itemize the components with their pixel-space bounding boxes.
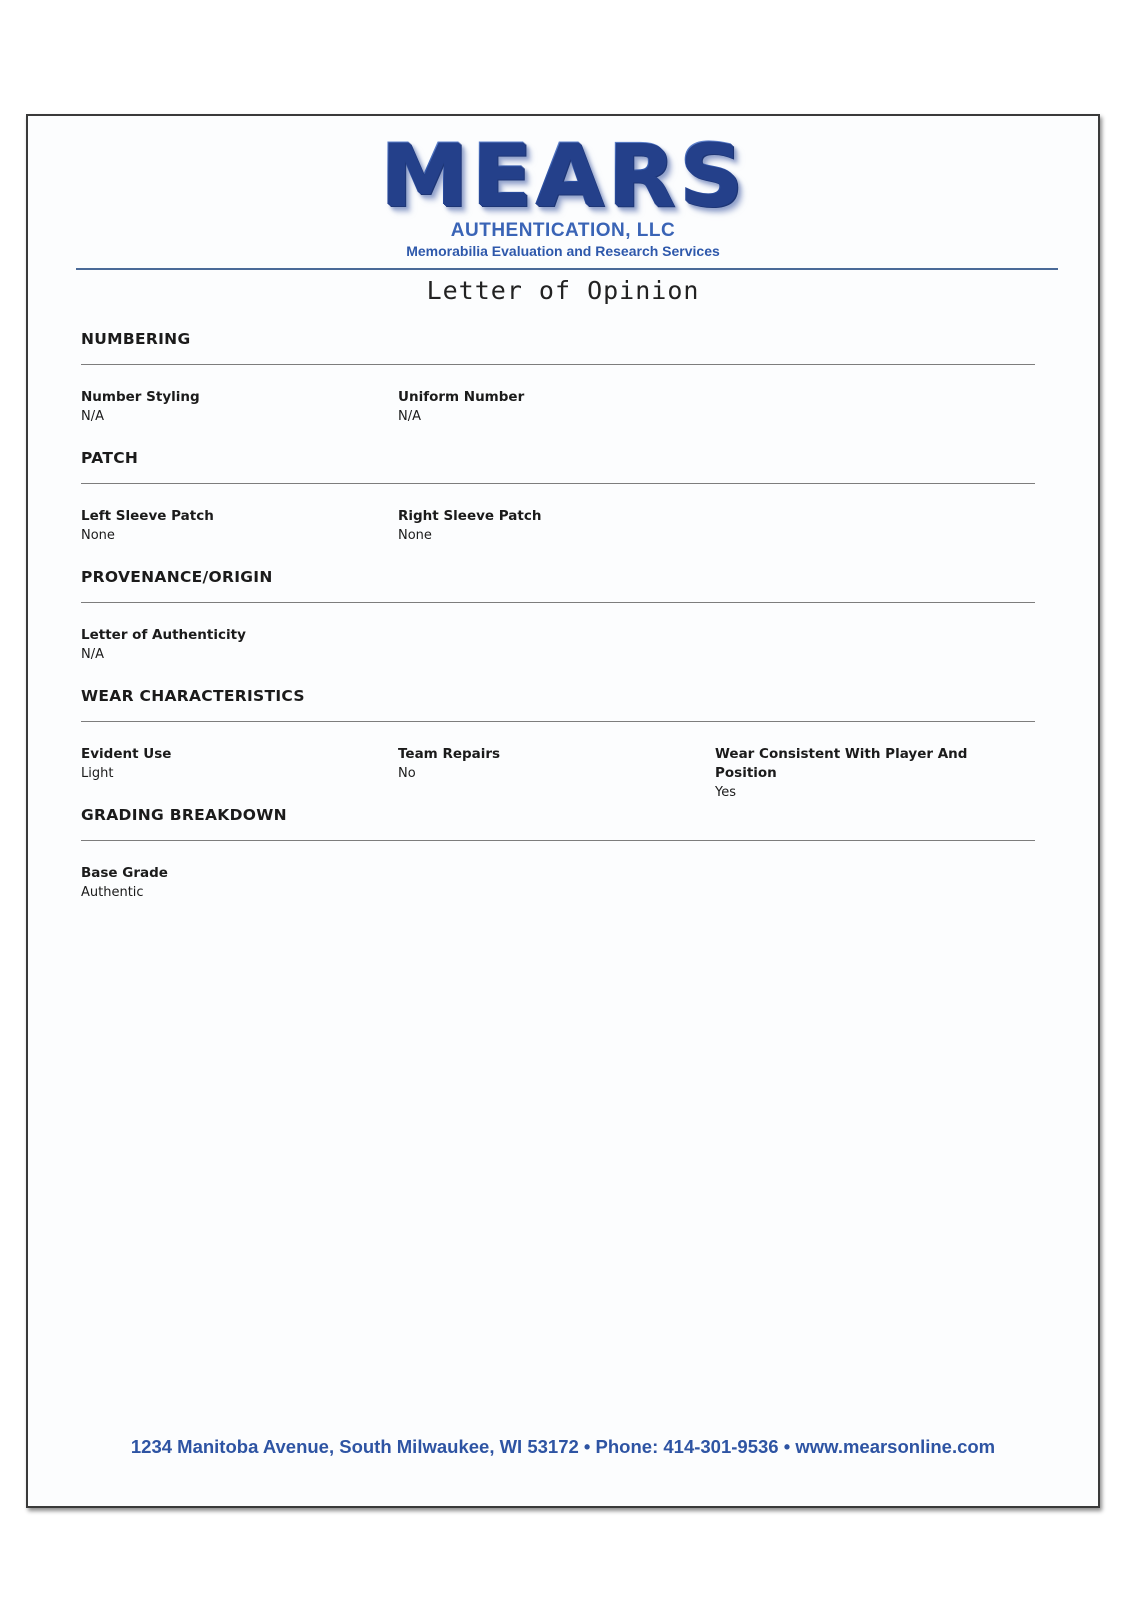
opinion-sections [81, 330, 1035, 925]
field-letter-of-authenticity [81, 626, 398, 664]
field-value: None [398, 528, 432, 543]
brand-wordmark: MEARS [379, 125, 747, 225]
section-provenance [81, 568, 1035, 687]
mears-logo [28, 125, 1098, 259]
field-value: None [81, 528, 115, 543]
field-label: Right Sleeve Patch [398, 508, 542, 524]
section-heading: WEAR CHARACTERISTICS [81, 687, 305, 705]
section-grading-breakdown [81, 806, 1035, 925]
field-value: N/A [398, 409, 421, 424]
section-fields [81, 626, 1035, 664]
section-divider [81, 721, 1035, 722]
section-heading: GRADING BREAKDOWN [81, 806, 287, 824]
section-fields [81, 864, 1035, 902]
field-team-repairs [398, 745, 715, 802]
field-label: Left Sleeve Patch [81, 508, 214, 524]
section-numbering [81, 330, 1035, 449]
letter-sheet [26, 114, 1100, 1508]
field-wear-consistent [715, 745, 1032, 802]
document-title: Letter of Opinion [426, 276, 700, 305]
section-fields [81, 507, 1035, 545]
section-divider [81, 840, 1035, 841]
field-value: Light [81, 766, 114, 781]
section-heading: NUMBERING [81, 330, 191, 348]
section-heading: PROVENANCE/ORIGIN [81, 568, 273, 586]
field-label: Evident Use [81, 746, 172, 762]
field-value: N/A [81, 647, 104, 662]
field-value: Yes [715, 785, 736, 800]
section-heading: PATCH [81, 449, 139, 467]
section-patch [81, 449, 1035, 568]
field-label: Base Grade [81, 865, 168, 881]
header-divider [76, 268, 1058, 270]
field-label: Uniform Number [398, 389, 525, 405]
field-value: Authentic [81, 885, 144, 900]
field-label: Number Styling [81, 389, 200, 405]
section-fields [81, 388, 1035, 426]
field-value: N/A [81, 409, 104, 424]
field-label: Letter of Authenticity [81, 627, 246, 643]
section-divider [81, 483, 1035, 484]
footer-contact: 1234 Manitoba Avenue, South Milwaukee, WI 53172 • Phone: 414-301-9536 • www.mearsonline.com [130, 1436, 996, 1457]
section-fields [81, 745, 1035, 802]
field-base-grade [81, 864, 398, 902]
field-right-sleeve-patch [398, 507, 715, 545]
field-evident-use [81, 745, 398, 802]
field-label: Wear Consistent With Player And Position [715, 746, 968, 781]
field-left-sleeve-patch [81, 507, 398, 545]
section-divider [81, 602, 1035, 603]
company-tagline: Memorabilia Evaluation and Research Services [406, 243, 720, 259]
section-wear-characteristics [81, 687, 1035, 806]
field-label: Team Repairs [398, 746, 501, 762]
field-uniform-number [398, 388, 715, 426]
company-name: AUTHENTICATION, LLC [450, 220, 676, 241]
field-number-styling [81, 388, 398, 426]
section-divider [81, 364, 1035, 365]
field-value: No [398, 766, 416, 781]
